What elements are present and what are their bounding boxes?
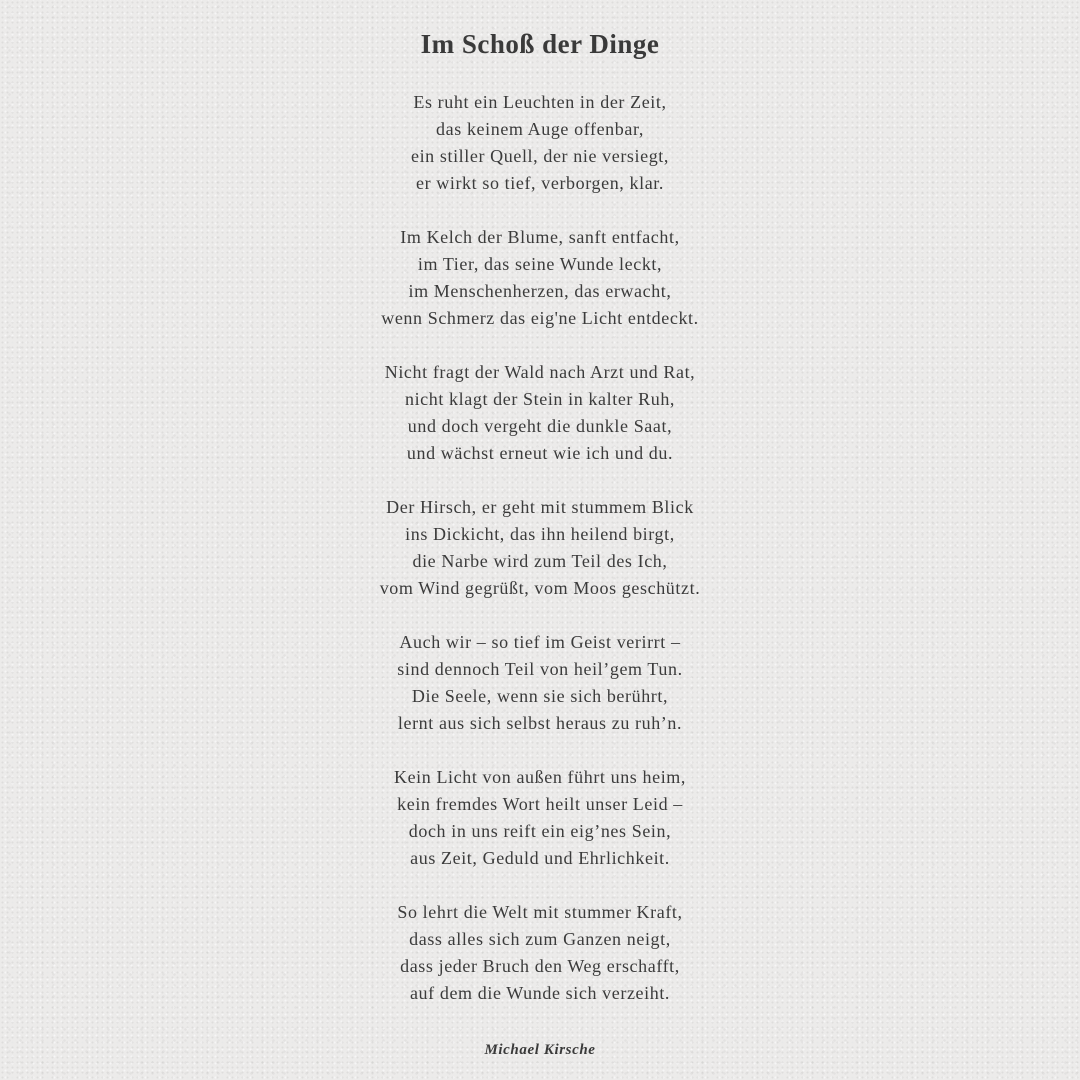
stanza-2 (0, 224, 1080, 332)
poem-line: kein fremdes Wort heilt unser Leid – (397, 794, 683, 814)
stanza-1 (0, 89, 1080, 197)
poem-line: und doch vergeht die dunkle Saat, (407, 416, 673, 436)
poem-line: So lehrt die Welt mit stummer Kraft, (397, 902, 683, 922)
poem-body (0, 89, 1080, 1034)
poem-line: er wirkt so tief, verborgen, klar. (415, 173, 664, 193)
poem-line: lernt aus sich selbst heraus zu ruh’n. (397, 713, 683, 733)
poem-line: aus Zeit, Geduld und Ehrlichkeit. (410, 848, 670, 868)
poem-line: Auch wir – so tief im Geist verirrt – (399, 632, 681, 652)
author-signature: Michael Kirsche (484, 1042, 596, 1058)
poem-line: Die Seele, wenn sie sich berührt, (411, 686, 669, 706)
poem-line: Es ruht ein Leuchten in der Zeit, (413, 92, 667, 112)
poem-line: ins Dickicht, das ihn heilend birgt, (405, 524, 675, 544)
poem-line: nicht klagt der Stein in kalter Ruh, (404, 389, 676, 409)
poem-line: und wächst erneut wie ich und du. (406, 443, 674, 463)
poem-line: dass alles sich zum Ganzen neigt, (409, 929, 671, 949)
poem-line: das keinem Auge offenbar, (436, 119, 644, 139)
poem-line: Nicht fragt der Wald nach Arzt und Rat, (384, 362, 696, 382)
poem-line: Kein Licht von außen führt uns heim, (393, 767, 687, 787)
poem-title: Im Schoß der Dinge (420, 29, 660, 59)
poem-line: doch in uns reift ein eig’nes Sein, (408, 821, 672, 841)
poem-line: sind dennoch Teil von heil’gem Tun. (397, 659, 683, 679)
stanza-5 (0, 629, 1080, 737)
stanza-6 (0, 764, 1080, 872)
stanza-3 (0, 359, 1080, 467)
poem-line: dass jeder Bruch den Weg erschafft, (400, 956, 680, 976)
stanza-7 (0, 899, 1080, 1007)
poem-line: im Menschenherzen, das erwacht, (408, 281, 672, 301)
poem-line: die Narbe wird zum Teil des Ich, (412, 551, 668, 571)
poem-line: Der Hirsch, er geht mit stummem Blick (386, 497, 694, 517)
poem-line: ein stiller Quell, der nie versiegt, (410, 146, 670, 166)
stanza-4 (0, 494, 1080, 602)
poem-line: wenn Schmerz das eig'ne Licht entdeckt. (381, 308, 699, 328)
poem-line: im Tier, das seine Wunde leckt, (417, 254, 663, 274)
poem-line: vom Wind gegrüßt, vom Moos geschützt. (379, 578, 701, 598)
poem-line: Im Kelch der Blume, sanft entfacht, (400, 227, 680, 247)
poem-line: auf dem die Wunde sich verzeiht. (409, 983, 671, 1003)
